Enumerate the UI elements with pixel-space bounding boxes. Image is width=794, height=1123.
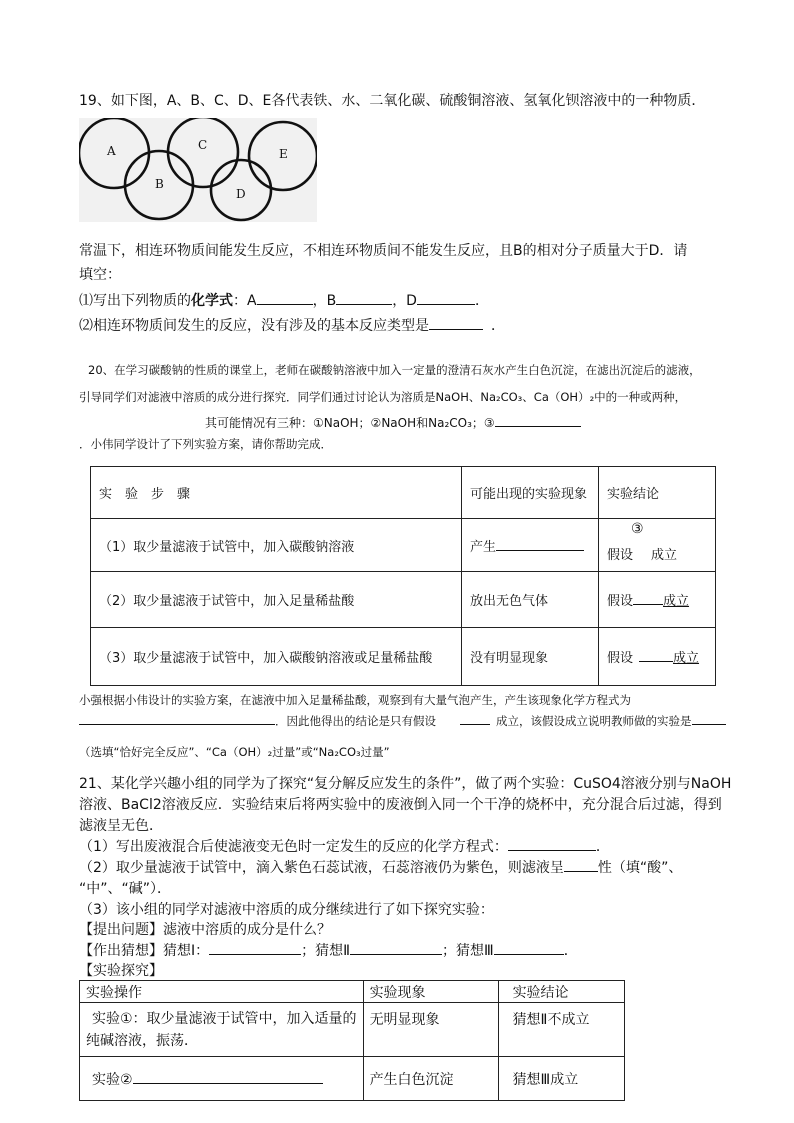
q21-blank-guess3[interactable]	[494, 953, 564, 955]
header-phenomenon-label: 可能出现的实验现象	[470, 487, 588, 502]
q21-row1-phen-text: 无明显现象	[369, 1012, 440, 1028]
q21-row1-operation	[80, 1003, 364, 1057]
q19-part1	[79, 290, 489, 310]
q19-stem: 19、如下图，A、B、C、D、E各代表铁、水、二氧化碳、硫酸铜溶液、氢氧化钡溶液中的一种物质．	[79, 93, 706, 109]
q20-after2-a: ．因此他得出的结论是只有假设	[275, 714, 436, 728]
q19-ring-figure	[79, 118, 317, 222]
q20-after2-b: 成立，该假设成立说明教师做的实验是	[496, 714, 692, 728]
table-row	[91, 628, 716, 686]
q19-blank-a[interactable]	[257, 303, 313, 305]
row3-concl-tail: 成立	[673, 651, 700, 666]
q19-part2	[79, 315, 505, 335]
q21-line4-text: （1）写出废液混合后使滤液变无色时一定发生的反应的化学方程式：	[79, 839, 508, 855]
q21-guess3-label: ；猜想Ⅲ	[442, 943, 494, 959]
row3-concl-text: 假设	[607, 651, 634, 666]
q19-blank-d[interactable]	[417, 303, 475, 305]
header-phenomenon	[462, 467, 599, 519]
q19-blank-type[interactable]	[429, 328, 483, 330]
ring-label-e: E	[279, 147, 288, 161]
q21-guess1-label: 【作出猜想】猜想Ⅰ：	[79, 943, 210, 959]
ring-label-d: D	[236, 187, 246, 201]
table-row	[80, 1003, 625, 1057]
q21-blank-equation[interactable]	[508, 849, 596, 851]
ring-label-b: B	[155, 177, 164, 191]
q20-blank-equation[interactable]	[79, 723, 275, 725]
q21-header-phenomenon: 实验现象	[363, 981, 498, 1003]
q19-part1-prefix: ⑴写出下列物质的	[79, 293, 191, 309]
row1-phen-blank[interactable]	[496, 549, 584, 551]
row1-circled-mark: ③	[631, 521, 644, 537]
q21-line10: 【实验探究】	[79, 963, 163, 979]
q21-line5-text: （2）取少量滤液于试管中，滴入紫色石蕊试液，石蕊溶液仍为紫色，则滤液呈	[79, 860, 564, 876]
q19-condition-line1: 常温下，相连环物质间能发生反应，不相连环物质间不能发生反应，且B的相对分子质量大于D．请	[79, 243, 688, 259]
q19-part1-d: ，D	[392, 293, 417, 309]
table-row	[91, 519, 716, 572]
table-row	[80, 1057, 625, 1101]
header-steps	[91, 467, 462, 519]
q20-experiment-table	[90, 466, 716, 686]
q21-experiment-table	[79, 980, 625, 1101]
q21-row1-op-line1: 实验①：取少量滤液于试管中，加入适量的	[92, 1010, 357, 1027]
q20-after1: 小强根据小伟设计的实验方案，在滤液中加入足量稀盐酸，观察到有大量气泡产生，产生该现象化学方程式为	[79, 693, 631, 707]
q21-blank-acidity[interactable]	[564, 870, 598, 872]
row2-conclusion	[599, 572, 716, 628]
header-conclusion	[599, 467, 716, 519]
q19-condition-line2: 填空：	[79, 267, 121, 283]
q20-after2	[79, 713, 726, 729]
q21-row1-op-line2: 纯碱溶液，振荡．	[86, 1032, 198, 1049]
q20-blank-experiment[interactable]	[692, 723, 726, 725]
ring-c	[168, 118, 238, 187]
row2-step: （2）取少量滤液于试管中，加入足量稀盐酸	[91, 572, 462, 628]
q20-line3-text: 其可能情况有三种：①NaOH；②NaOH和Na₂CO₃；③	[205, 416, 495, 430]
q21-header-conclusion: 实验结论	[498, 981, 624, 1003]
header-conclusion-label: 实验结论	[607, 487, 660, 502]
q21-line7: （3）该小组的同学对滤液中溶质的成分继续进行了如下探究实验：	[79, 902, 494, 918]
q21-line6: “中”、“碱”）．	[79, 881, 172, 897]
q20-line3	[205, 414, 581, 431]
header-steps-label: 实 验 步 骤	[99, 487, 191, 502]
q20-line4: ．小伟同学设计了下列实验方案，请你帮助完成．	[79, 437, 332, 451]
q19-part1-b: ，B	[312, 293, 337, 309]
row1-concl-tail: 成立	[651, 547, 678, 563]
q21-header-operation: 实验操作	[80, 981, 364, 1003]
q20-line1: 20、在学习碳酸钠的性质的课堂上，老师在碳酸钠溶液中加入一定量的澄清石灰水产生白色沉淀，在滤出沉淀后的滤液，	[88, 363, 701, 377]
row3-phenomenon: 没有明显现象	[462, 628, 599, 686]
q19-part1-a: ：A	[233, 293, 257, 309]
q21-line3: 滤液呈无色．	[79, 818, 163, 834]
q21-line8: 【提出问题】滤液中溶质的成分是什么？	[79, 922, 331, 938]
q21-row2-op-text: 实验②	[92, 1071, 133, 1088]
q21-line9-end: ．	[563, 943, 578, 959]
row1-phen-text: 产生	[470, 539, 497, 555]
row3-conclusion	[599, 628, 716, 686]
row2-phenomenon: 放出无色气体	[462, 572, 599, 628]
row2-concl-text: 假设	[607, 594, 634, 609]
row1-phenomenon	[462, 519, 599, 572]
q19-part2-text: ⑵相连环物质间发生的反应，没有涉及的基本反应类型是	[79, 318, 429, 334]
ring-diagram	[79, 118, 317, 222]
q21-blank-guess1[interactable]	[209, 953, 301, 955]
ring-label-c: C	[198, 138, 208, 152]
q21-blank-guess2[interactable]	[350, 953, 442, 955]
q21-row2-phenomenon: 产生白色沉淀	[363, 1057, 498, 1101]
q21-line2: 溶液、BaCl2溶液反应．实验结束后将两实验中的废液倒入同一个干净的烧杯中，充分混合后过滤，得到	[79, 797, 722, 813]
table-row	[91, 572, 716, 628]
row3-concl-blank[interactable]	[639, 660, 673, 662]
q21-line5	[79, 857, 682, 877]
q21-guess2-label: ；猜想Ⅱ	[301, 943, 351, 959]
row1-concl-text: 假设	[607, 547, 634, 563]
row1-step: （1）取少量滤液于试管中，加入碳酸钠溶液	[91, 519, 462, 572]
q21-line1: 21、某化学兴趣小组的同学为了探究“复分解反应发生的条件”，做了两个实验：CuSO4溶液分别与NaOH	[79, 776, 732, 792]
q21-line9	[79, 940, 578, 960]
q19-part1-end: ．	[474, 293, 489, 309]
q21-line4-end: ．	[595, 839, 610, 855]
q21-row1-conclusion	[498, 1003, 624, 1057]
table-header-row	[80, 981, 625, 1003]
table-header-row	[91, 467, 716, 519]
q21-row1-concl-text: 猜想Ⅱ不成立	[512, 1012, 590, 1028]
q20-blank-hypothesis[interactable]	[460, 723, 490, 725]
ring-label-a: A	[107, 144, 116, 158]
row1-conclusion	[599, 519, 716, 572]
q21-blank-experiment2[interactable]	[133, 1082, 323, 1084]
q19-part1-bold: 化学式	[191, 293, 233, 309]
q21-row2-conclusion: 猜想Ⅲ成立	[498, 1057, 624, 1101]
row3-step: （3）取少量滤液于试管中，加入碳酸钠溶液或足量稀盐酸	[91, 628, 462, 686]
row2-concl-tail: 成立	[663, 594, 690, 609]
q21-line5-tail: 性（填“酸”、	[597, 860, 683, 876]
q19-blank-b[interactable]	[336, 303, 392, 305]
q21-line4	[79, 836, 610, 856]
q20-line2: 引导同学们对滤液中溶质的成分进行探究．同学们通过讨论认为溶质是NaOH、Na₂CO₃、Ca（OH）₂中的一种或两种，	[79, 390, 687, 404]
q19-part2-end: ．	[491, 318, 505, 334]
q21-row2-operation	[80, 1057, 364, 1101]
row2-concl-blank[interactable]	[633, 603, 663, 605]
q20-blank-case3[interactable]	[495, 425, 581, 427]
q21-row1-phenomenon	[363, 1003, 498, 1057]
q20-after3: （选填“恰好完全反应”、“Ca（OH）₂过量”或“Na₂CO₃过量”	[79, 745, 390, 759]
